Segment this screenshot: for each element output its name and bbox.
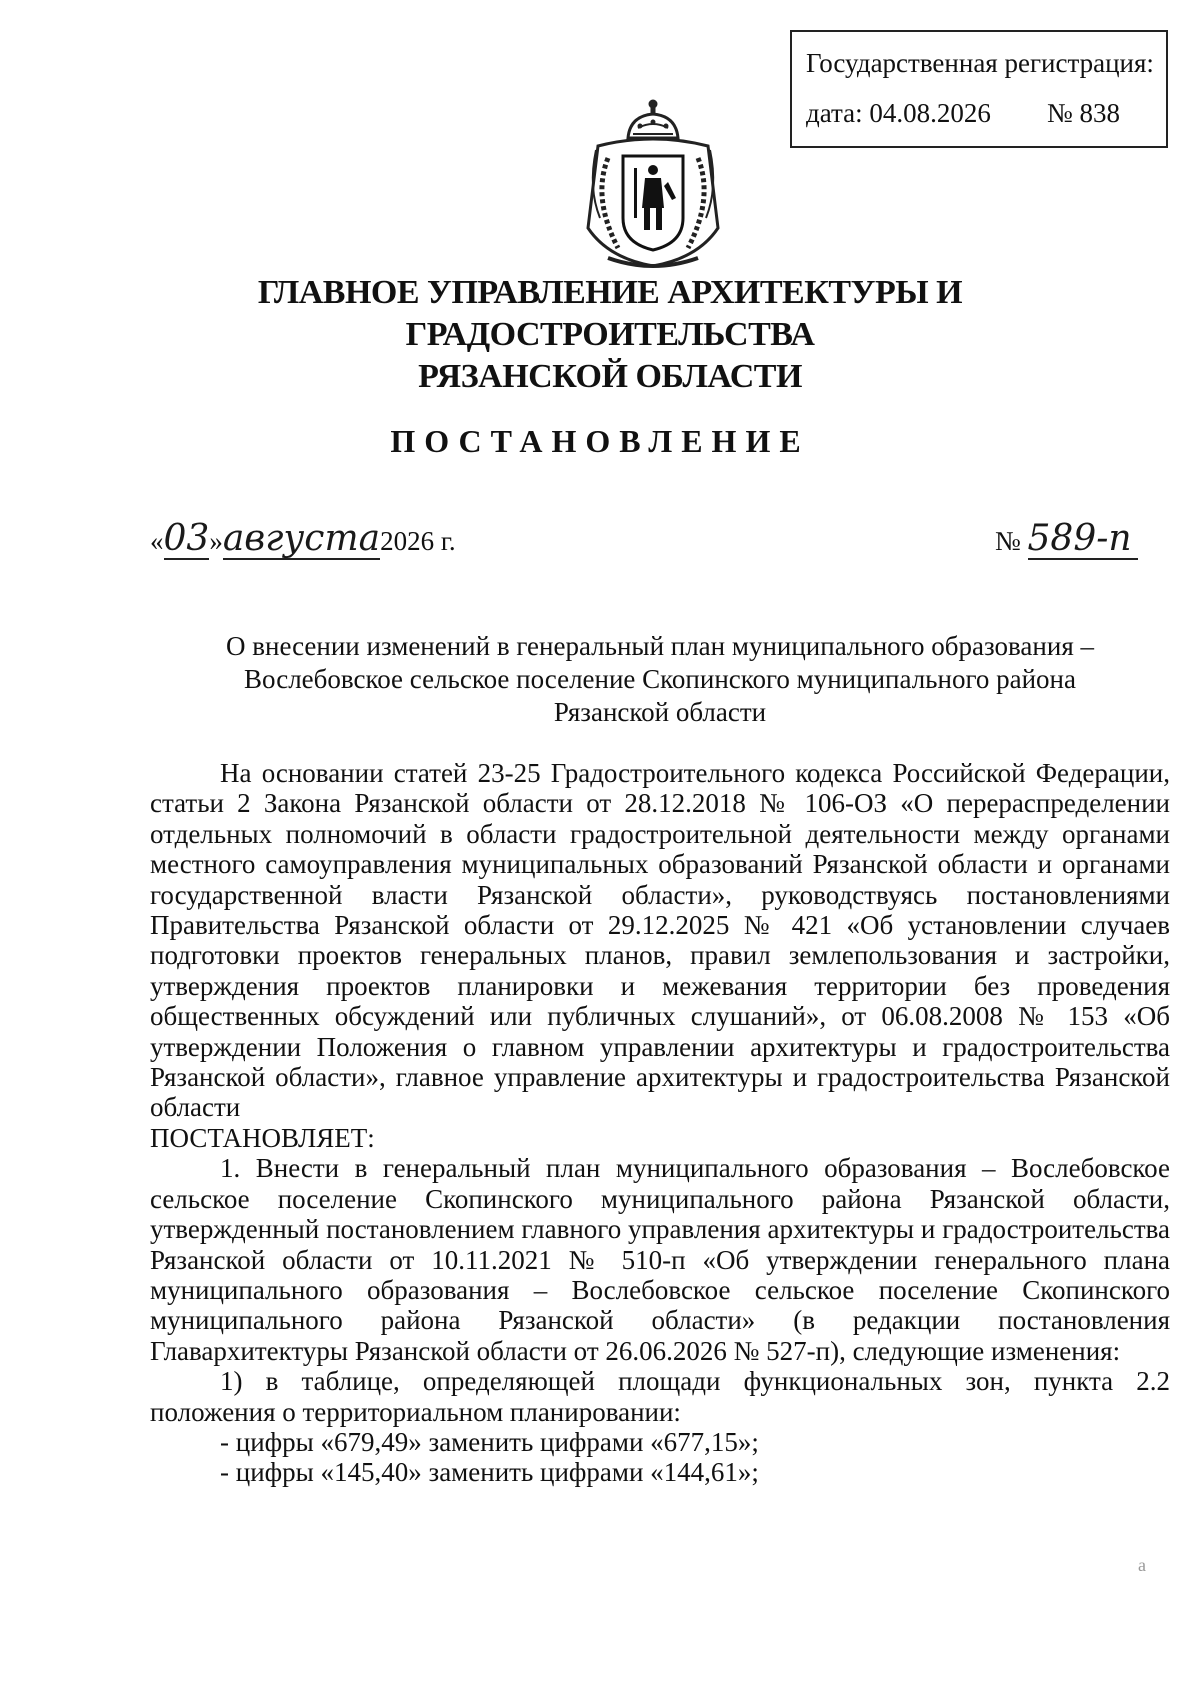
document-date	[150, 520, 456, 560]
document-subject	[150, 630, 1170, 729]
document-body	[150, 758, 1170, 1488]
date-close-quote: »	[209, 526, 223, 556]
date-day-handwritten: 03	[163, 518, 210, 559]
subpoint-1-paragraph: 1) в таблице, определяющей площади функциональных зон, пункта 2.2 положения о территориальном планировании:	[150, 1366, 1170, 1427]
registration-title: Государственная регистрация:	[806, 48, 1154, 78]
date-open-quote: «	[150, 526, 164, 556]
organization-title-line1: ГЛАВНОЕ УПРАВЛЕНИЕ АРХИТЕКТУРЫ И ГРАДОСТРОИТЕЛЬСТВА	[257, 274, 963, 353]
registration-date: дата: 04.08.2026	[806, 98, 991, 128]
ryazan-coat-of-arms-icon	[578, 98, 728, 278]
document-number-handwritten: 589-п	[1028, 520, 1138, 560]
registration-stamp	[790, 30, 1168, 148]
subject-line3: Рязанской области	[553, 697, 767, 727]
change-2-line: - цифры «145,40» заменить цифрами «144,61»;	[220, 1457, 759, 1488]
subject-line2: Вослебовское сельское поселение Скопинского муниципального района	[244, 664, 1076, 694]
date-month-handwritten: августа	[222, 518, 381, 559]
subject-line1: О внесении изменений в генеральный план муниципального образования –	[226, 631, 1094, 661]
registration-number: № 838	[1047, 98, 1121, 128]
organization-title	[60, 272, 1160, 398]
document-type: ПОСТАНОВЛЕНИЕ	[390, 423, 810, 459]
scan-artifact: a	[1138, 1555, 1146, 1575]
date-year: 2026 г.	[380, 526, 456, 556]
resolve-word: ПОСТАНОВЛЯЕТ:	[150, 1122, 375, 1153]
document-number-prefix: №	[995, 526, 1021, 556]
preamble-paragraph: На основании статей 23-25 Градостроительного кодекса Российской Федерации, статьи 2 Закона Рязанской области от 28.12.2018 № 106-ОЗ «О перераспределении отдельных полномочий в области градостроительной деятельности между органами местного самоуправления муниципальных образований Рязанской области и органами государственной власти Рязанской области», руководствуясь постановлениями Правительства Рязанской области от 29.12.2025 № 421 «Об установлении случаев подготовки проектов генеральных планов, правил землепользования и застройки, утверждения проектов планировки и межевания территории без проведения общественных обсуждений или публичных слушаний», от 06.08.2008 № 153 «Об утверждении Положения о главном управлении архитектуры и градостроительства Рязанской области», главное управление архитектуры и градостроительства Рязанской области	[150, 758, 1170, 1123]
document-number	[995, 520, 1138, 560]
organization-title-line2: РЯЗАНСКОЙ ОБЛАСТИ	[418, 358, 802, 395]
point-1-paragraph: 1. Внести в генеральный план муниципального образования – Вослебовское сельское поселение Скопинского муниципального района Рязанской области, утвержденный постановлением главного управления архитектуры и градостроительства Рязанской области от 10.11.2021 № 510-п «Об утверждении генерального плана муниципального образования – Вослебовское сельское поселение Скопинского муниципального района Рязанской области» (в редакции постановления Главархитектуры Рязанской области от 26.06.2026 № 527-п), следующие изменения:	[150, 1153, 1170, 1366]
change-1-line: - цифры «679,49» заменить цифрами «677,15»;	[220, 1426, 759, 1457]
